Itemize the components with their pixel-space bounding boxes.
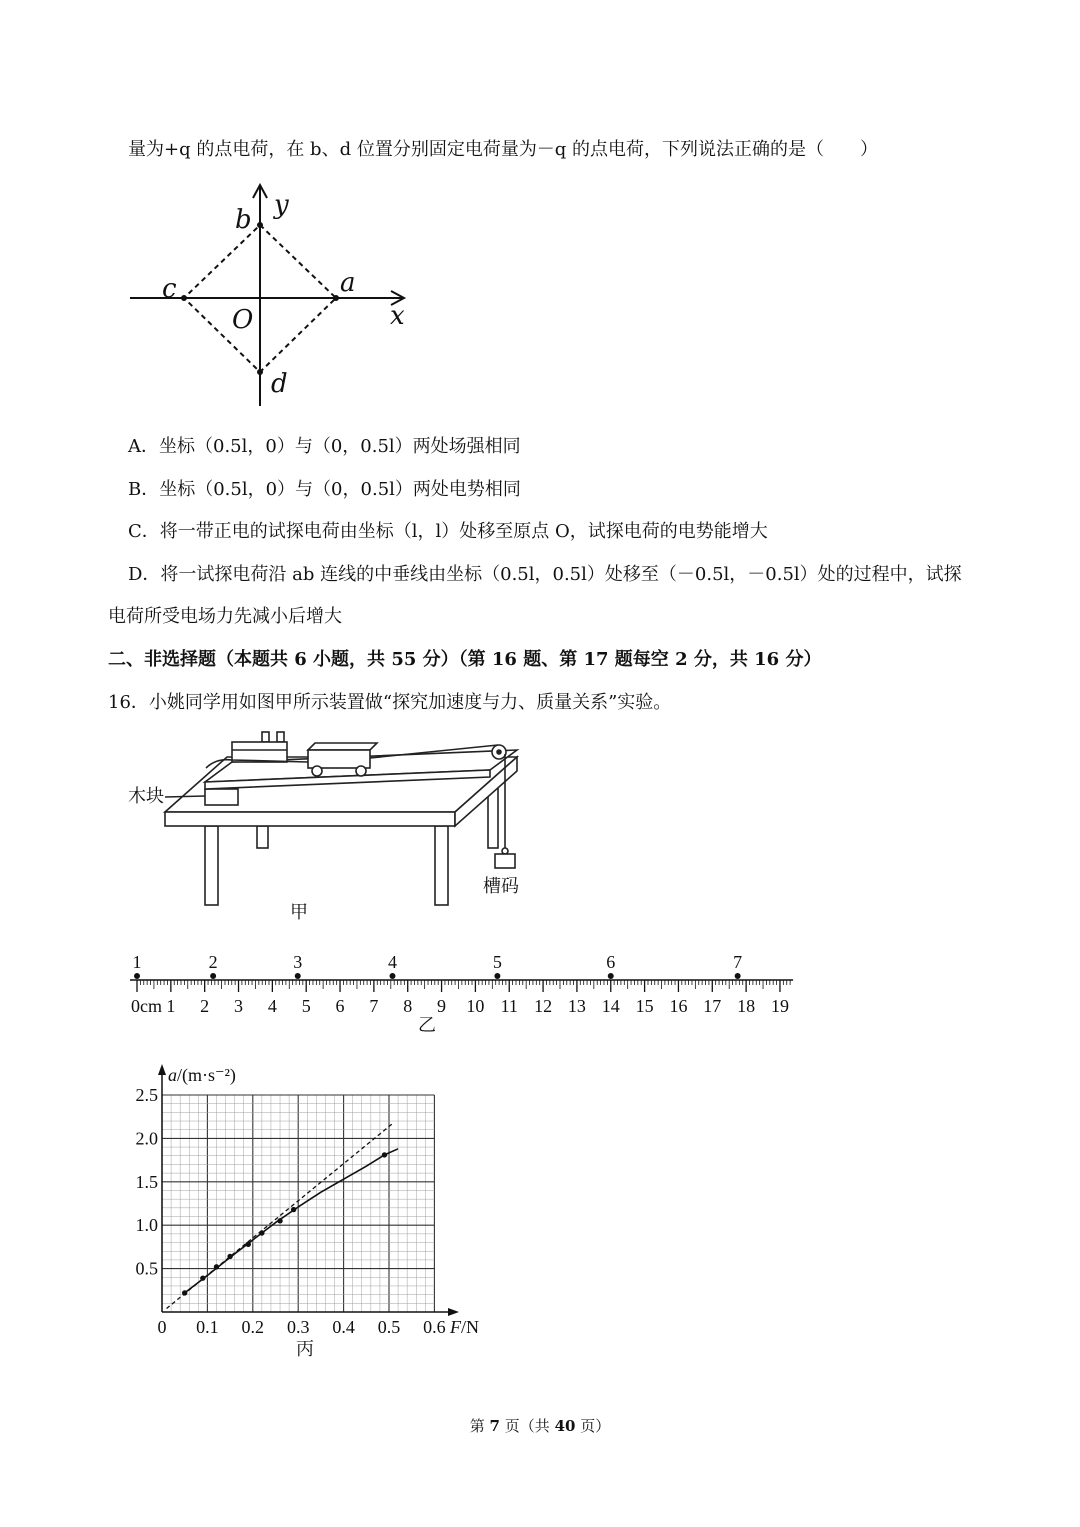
wooden-block: [205, 789, 238, 805]
weight-label: 槽码: [483, 876, 519, 897]
section-heading: 二、非选择题（本题共 6 小题，共 55 分）（第 16 题、第 17 题每空 2 分，共 16 分）: [108, 649, 822, 670]
timer-knob: [262, 732, 269, 742]
option-d: D．将一试探电荷沿 ab 连线的中垂线由坐标（0.5l，0.5l）处移至（－0.5l，－0.5l）处的过程中，试探: [128, 564, 962, 585]
option-b: B．坐标（0.5l，0）与（0，0.5l）两处电势相同: [128, 479, 521, 500]
cart-top: [308, 743, 377, 750]
table-leg-back-left: [257, 826, 268, 848]
data-point: [214, 1264, 219, 1269]
ruler-scale-label: 16: [669, 996, 688, 1016]
y-tick-label: 1.0: [135, 1215, 158, 1236]
label-b: b: [235, 205, 252, 235]
data-point: [227, 1254, 232, 1259]
point-b: [257, 222, 263, 228]
tape-point-label: 3: [293, 952, 303, 972]
data-point: [382, 1152, 387, 1157]
x-tick-label: 0.1: [196, 1317, 219, 1337]
option-a: A．坐标（0.5l，0）与（0，0.5l）两处场强相同: [128, 436, 521, 457]
ruler-scale-label: 8: [403, 996, 413, 1016]
tape-point-label: 4: [387, 952, 397, 972]
ruler-scale-label: 14: [601, 996, 620, 1016]
block-label: 木块: [128, 786, 164, 807]
tape-point-label: 2: [208, 952, 218, 972]
tape-point-label: 7: [733, 952, 743, 972]
ruler-scale-label: 6: [335, 996, 345, 1016]
pulley-axle: [497, 750, 501, 754]
cart-wheel: [312, 766, 322, 776]
ruler-scale-label: 7: [369, 996, 379, 1016]
data-point: [200, 1275, 205, 1280]
ruler-scale-label: 17: [703, 996, 722, 1016]
label-a: a: [340, 268, 356, 298]
tape-count-point: [210, 973, 216, 979]
footer-total-pages: 40: [554, 1417, 576, 1435]
x-tick-label: 0.3: [286, 1317, 310, 1337]
tape-count-point: [494, 973, 500, 979]
footer-page-number: 7: [489, 1417, 500, 1435]
cart-wheel: [356, 766, 366, 776]
label-d: d: [271, 369, 288, 399]
data-point: [259, 1230, 264, 1235]
y-axis-arrow: [158, 1064, 166, 1075]
x-tick-label: 0.6: [423, 1317, 446, 1337]
ruler-scale-label: 4: [267, 996, 277, 1016]
y-axis-unit: /(m·s⁻²): [177, 1065, 236, 1085]
label-x: x: [390, 301, 405, 331]
timer-knob: [277, 732, 284, 742]
data-point: [277, 1218, 282, 1223]
x-axis-symbol: F: [450, 1317, 461, 1337]
ruler-scale-label: 9: [437, 996, 447, 1016]
tape-count-point: [389, 973, 395, 979]
data-point: [182, 1290, 187, 1295]
x-tick-label: 0.2: [241, 1317, 265, 1337]
y-tick-label: 2.0: [135, 1128, 158, 1149]
x-axis-unit: /N: [461, 1317, 479, 1337]
question16-stem: 16．小姚同学用如图甲所示装置做“探究加速度与力、质量关系”实验。: [108, 692, 672, 713]
figure-yi-caption: 乙: [418, 1015, 436, 1036]
option-d-continued: 电荷所受电场力先减小后增大: [108, 606, 342, 627]
y-tick-label: 0.5: [135, 1258, 158, 1279]
question15-stem: 量为+q 的点电荷，在 b、d 位置分别固定电荷量为－q 的点电荷，下列说法正确的是（ ）: [128, 139, 879, 160]
figure-bing-caption: 丙: [296, 1339, 314, 1360]
tape-count-point: [134, 973, 140, 979]
data-point: [246, 1242, 251, 1247]
weight-hook: [502, 848, 508, 854]
ruler-scale-label: 11: [500, 996, 518, 1016]
y-tick-label: 2.5: [135, 1085, 158, 1105]
label-y: y: [274, 190, 289, 220]
x-tick-label: 0: [157, 1317, 167, 1337]
x-axis-label: [449, 1317, 479, 1337]
option-c: C．将一带正电的试探电荷由坐标（l，l）处移至原点 O，试探电荷的电势能增大: [128, 521, 768, 542]
footer-suffix: 页）: [580, 1417, 611, 1435]
x-axis-arrow: [448, 1308, 459, 1316]
hanging-weight: [495, 854, 515, 868]
figure-jia-caption: 甲: [290, 902, 308, 923]
tape-count-point: [735, 973, 741, 979]
tape-ruler-figure: [120, 945, 810, 1020]
apparatus-figure: [120, 730, 540, 925]
ruler-scale-label: 19: [770, 996, 789, 1016]
table-leg-front-left: [205, 826, 218, 905]
tape-point-label: 6: [606, 952, 616, 972]
point-a: [333, 295, 339, 301]
ruler-scale-label: 18: [737, 996, 756, 1016]
tape-count-point: [608, 973, 614, 979]
table-leg-front-right: [435, 826, 448, 905]
tape-point-label: 5: [492, 952, 502, 972]
ruler-scale-label: 5: [301, 996, 311, 1016]
ruler-scale-label: 15: [635, 996, 654, 1016]
page-footer: [0, 1416, 1080, 1436]
ticker-timer: [232, 742, 287, 762]
label-c: c: [162, 274, 177, 304]
y-axis-label: [168, 1065, 236, 1086]
point-d: [257, 369, 263, 375]
ruler-scale-label: 3: [234, 996, 244, 1016]
ruler-scale-label: 10: [466, 996, 485, 1016]
x-tick-label: 0.5: [377, 1317, 401, 1337]
ruler-scale-label: 1: [166, 996, 176, 1016]
table-front-edge: [165, 812, 455, 826]
charge-coordinate-diagram: [120, 180, 420, 415]
x-tick-label: 0.4: [332, 1317, 355, 1337]
y-tick-label: 1.5: [135, 1171, 158, 1192]
footer-middle: 页（共: [504, 1417, 550, 1435]
tape-count-point: [295, 973, 301, 979]
point-c: [181, 295, 187, 301]
label-origin: O: [232, 305, 254, 335]
data-point: [291, 1207, 296, 1212]
ruler-scale-label: 2: [200, 996, 210, 1016]
tape-point-label: 1: [132, 952, 142, 972]
y-axis-symbol: a: [168, 1065, 177, 1085]
ruler-scale-label: 12: [534, 996, 553, 1016]
footer-prefix: 第: [469, 1417, 485, 1435]
block-leader-line: [165, 796, 205, 797]
ruler-unit-label: 0cm: [131, 996, 162, 1016]
ruler-scale-label: 13: [567, 996, 586, 1016]
acceleration-force-chart: [120, 1055, 490, 1345]
